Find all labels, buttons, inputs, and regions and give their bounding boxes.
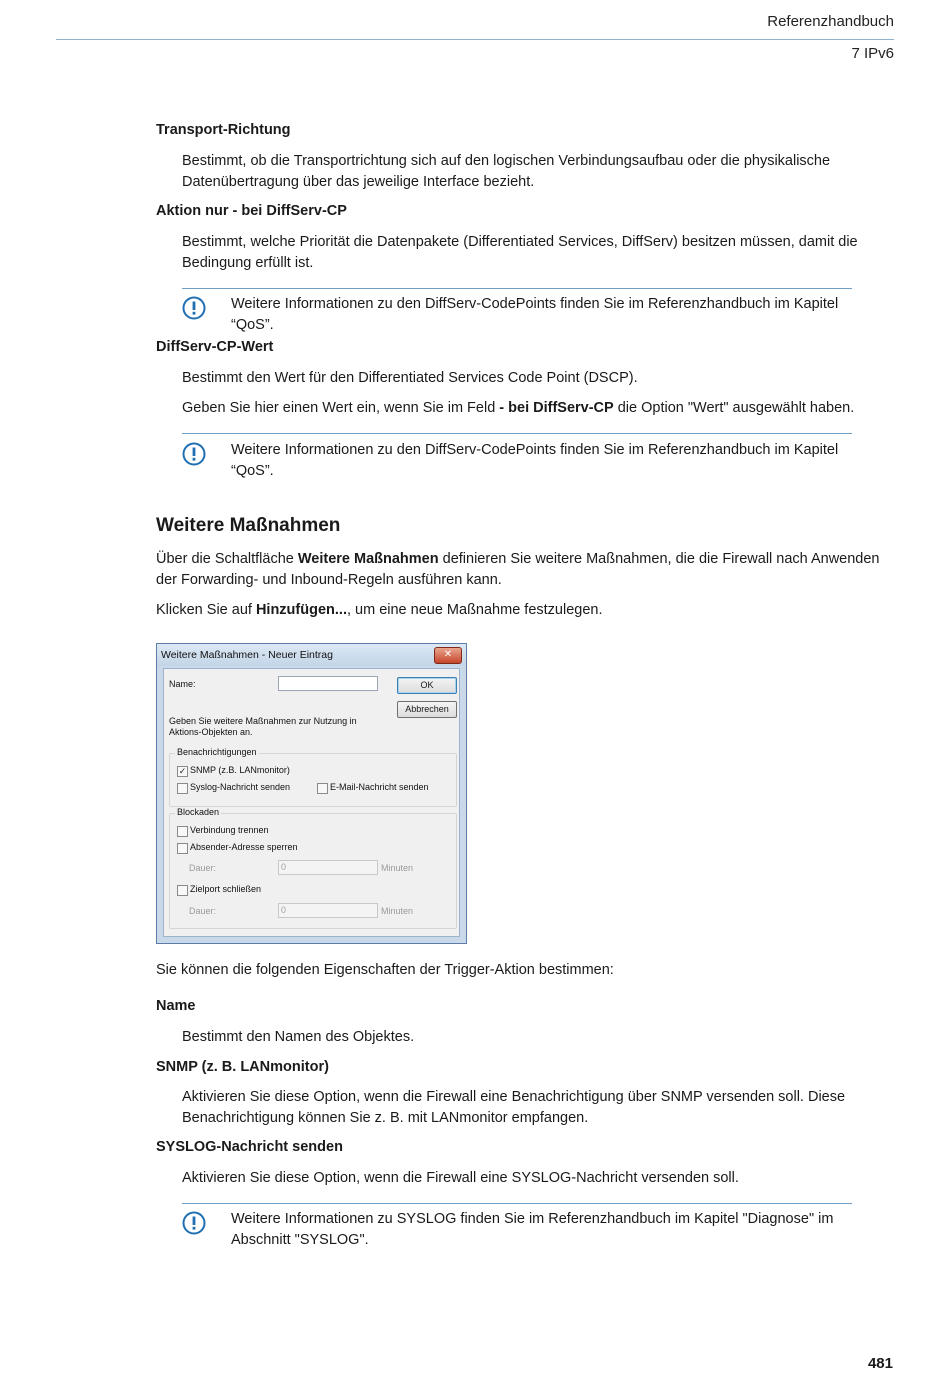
minutes2-label: Minuten [381,906,414,916]
section-heading: Weitere Maßnahmen [156,515,341,536]
name-input[interactable] [278,676,378,691]
desc-snmp: Aktivieren Sie diese Option, wenn die Firewall eine Benachrichtigung über SNMP versenden soll. Diese Benachrichtigung können Sie z. B. mit LANmonitor empfangen. [182,1089,846,1126]
name-label: Name: [169,679,196,689]
dialog-window [156,643,467,944]
desc-name: Bestimmt den Namen des Objektes. [182,1029,415,1045]
info-icon [182,1211,206,1235]
desc-syslog: Aktivieren Sie diese Option, wenn die Firewall eine SYSLOG-Nachricht versenden soll. [182,1170,739,1186]
disconnect-label: Verbindung trennen [190,825,269,835]
snmp-checkbox[interactable]: ✓ [178,766,187,776]
term-snmp: SNMP (z. B. LANmonitor) [156,1059,329,1075]
note-text-qos-1: Weitere Informationen zu den DiffServ-CodePoints finden Sie im Referenzhandbuch im Kapitel “QoS”. [231,296,839,333]
duration-label: Dauer: [189,863,217,873]
info-icon [182,296,206,320]
snmp-label: SNMP (z.B. LANmonitor) [190,765,290,775]
weitere-paragraph-2: Klicken Sie auf Hinzufügen..., um eine neue Maßnahme festzulegen. [156,602,603,618]
dialog-title: Weitere Maßnahmen - Neuer Eintrag [157,644,466,666]
ok-button[interactable]: OK [397,677,457,694]
notify-group [169,753,457,807]
disconnect-checkbox[interactable] [177,826,188,837]
block-port-checkbox[interactable] [177,885,188,896]
desc-transport-richtung: Bestimmt, ob die Transportrichtung sich auf den logischen Verbindungsaufbau oder die physikalische Datenübertragung über das jeweilige Interface bezieht. [182,153,831,190]
block-group-label: Blockaden [177,807,220,817]
minutes-label: Minuten [381,863,414,873]
dialog-body [163,668,460,937]
desc-diffserv-cp-wert-1: Bestimmt den Wert für den Differentiated Services Code Point (DSCP). [182,370,638,386]
term-diffserv-cp-wert: DiffServ-CP-Wert [156,339,274,355]
duration2-input[interactable]: 0 [278,903,378,918]
note-divider [182,1203,852,1204]
weitere-paragraph-1: Über die Schaltfläche Weitere Maßnahmen definieren Sie weitere Maßnahmen, die die Firewall nach Anwenden der Forwarding- und Inbound-Regeln ausführen kann. [156,551,880,588]
note-divider [182,288,852,289]
header-divider [56,39,894,40]
term-aktion-diffserv: Aktion nur - bei DiffServ-CP [156,203,347,219]
note-text-syslog: Weitere Informationen zu SYSLOG finden Sie im Referenzhandbuch im Kapitel "Diagnose" im Abschnitt "SYSLOG". [231,1211,834,1248]
page-number: 481 [867,1355,893,1372]
term-syslog: SYSLOG-Nachricht senden [156,1139,343,1155]
note-divider [182,433,852,434]
syslog-checkbox[interactable] [177,783,188,794]
cancel-button[interactable]: Abbrechen [397,701,457,718]
desc-diffserv-cp-wert-2: Geben Sie hier einen Wert ein, wenn Sie im Feld - bei DiffServ-CP die Option "Wert" ausgewählt haben. [182,400,855,416]
running-header-title: Referenzhandbuch [767,13,894,30]
term-transport-richtung: Transport-Richtung [156,122,291,138]
block-sender-checkbox[interactable] [177,843,188,854]
syslog-label: Syslog-Nachricht senden [190,782,291,792]
desc-aktion-diffserv: Bestimmt, welche Priorität die Datenpakete (Differentiated Services, DiffServ) besitzen müssen, damit die Bedingung erfüllt ist. [182,234,858,271]
hint-text-line2: Aktions-Objekten an. [169,727,253,737]
info-icon [182,442,206,466]
duration2-label: Dauer: [189,906,217,916]
term-name: Name [156,998,196,1014]
email-checkbox[interactable] [317,783,328,794]
block-sender-label: Absender-Adresse sperren [190,842,298,852]
close-icon[interactable]: ✕ [434,647,462,664]
notify-group-label: Benachrichtigungen [177,747,257,757]
note-text-qos-2: Weitere Informationen zu den DiffServ-CodePoints finden Sie im Referenzhandbuch im Kapitel “QoS”. [231,442,839,479]
props-intro: Sie können die folgenden Eigenschaften der Trigger-Aktion bestimmen: [156,962,614,978]
email-label: E-Mail-Nachricht senden [330,782,429,792]
block-port-label: Zielport schließen [190,884,262,894]
hint-text-line1: Geben Sie weitere Maßnahmen zur Nutzung in [169,716,357,726]
duration-input[interactable]: 0 [278,860,378,875]
running-header-chapter: 7 IPv6 [851,45,894,62]
